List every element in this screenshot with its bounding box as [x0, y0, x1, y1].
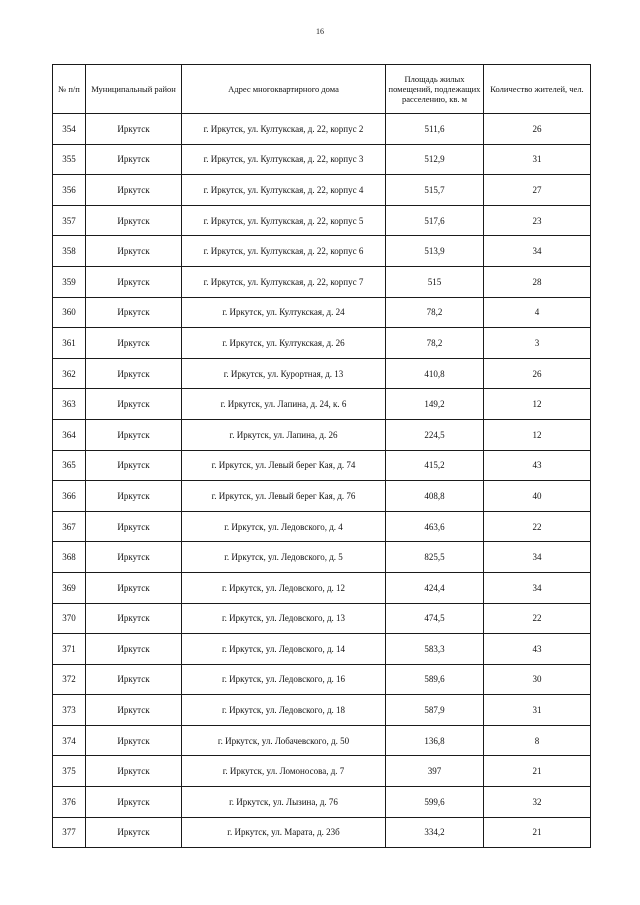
cell-residents: 32 [484, 787, 591, 818]
cell-address: г. Иркутск, ул. Ледовского, д. 13 [182, 603, 386, 634]
cell-num: 361 [53, 328, 86, 359]
cell-district: Иркутск [86, 297, 182, 328]
cell-district: Иркутск [86, 450, 182, 481]
cell-num: 360 [53, 297, 86, 328]
cell-residents: 43 [484, 450, 591, 481]
cell-residents: 34 [484, 542, 591, 573]
table-row [53, 328, 591, 359]
cell-district: Иркутск [86, 695, 182, 726]
cell-district: Иркутск [86, 603, 182, 634]
cell-area: 512,9 [386, 144, 484, 175]
cell-area: 424,4 [386, 572, 484, 603]
cell-area: 825,5 [386, 542, 484, 573]
cell-num: 358 [53, 236, 86, 267]
cell-num: 370 [53, 603, 86, 634]
cell-residents: 3 [484, 328, 591, 359]
cell-address: г. Иркутск, ул. Култукская, д. 22, корпус 5 [182, 205, 386, 236]
table-row [53, 725, 591, 756]
cell-district: Иркутск [86, 358, 182, 389]
cell-area: 517,6 [386, 205, 484, 236]
header-area: Площадь жилых помещений, подлежащих расселению, кв. м [386, 65, 484, 114]
table-row [53, 756, 591, 787]
cell-district: Иркутск [86, 419, 182, 450]
cell-district: Иркутск [86, 236, 182, 267]
cell-address: г. Иркутск, ул. Ледовского, д. 18 [182, 695, 386, 726]
cell-district: Иркутск [86, 542, 182, 573]
table-row [53, 481, 591, 512]
cell-address: г. Иркутск, ул. Левый берег Кая, д. 76 [182, 481, 386, 512]
cell-num: 366 [53, 481, 86, 512]
cell-residents: 31 [484, 695, 591, 726]
cell-area: 397 [386, 756, 484, 787]
cell-residents: 30 [484, 664, 591, 695]
cell-residents: 26 [484, 358, 591, 389]
cell-num: 364 [53, 419, 86, 450]
cell-area: 599,6 [386, 787, 484, 818]
table-header-row [53, 65, 591, 114]
cell-num: 359 [53, 266, 86, 297]
table-row [53, 175, 591, 206]
cell-residents: 27 [484, 175, 591, 206]
cell-address: г. Иркутск, ул. Марата, д. 23б [182, 817, 386, 848]
cell-district: Иркутск [86, 817, 182, 848]
cell-address: г. Иркутск, ул. Ледовского, д. 12 [182, 572, 386, 603]
cell-num: 354 [53, 114, 86, 145]
cell-area: 463,6 [386, 511, 484, 542]
table-row [53, 817, 591, 848]
table-row [53, 389, 591, 420]
cell-num: 367 [53, 511, 86, 542]
table-row [53, 144, 591, 175]
table-row [53, 572, 591, 603]
cell-residents: 23 [484, 205, 591, 236]
cell-address: г. Иркутск, ул. Левый берег Кая, д. 74 [182, 450, 386, 481]
cell-residents: 28 [484, 266, 591, 297]
header-address: Адрес многоквартирного дома [182, 65, 386, 114]
table-row [53, 358, 591, 389]
cell-area: 78,2 [386, 328, 484, 359]
table-row [53, 695, 591, 726]
cell-area: 224,5 [386, 419, 484, 450]
table-row [53, 542, 591, 573]
table-row [53, 419, 591, 450]
table-row [53, 511, 591, 542]
cell-residents: 21 [484, 817, 591, 848]
cell-residents: 8 [484, 725, 591, 756]
page-number: 16 [316, 27, 324, 36]
cell-residents: 12 [484, 389, 591, 420]
table-row [53, 634, 591, 665]
cell-area: 149,2 [386, 389, 484, 420]
cell-num: 374 [53, 725, 86, 756]
cell-residents: 4 [484, 297, 591, 328]
cell-num: 371 [53, 634, 86, 665]
table-row [53, 603, 591, 634]
table-row [53, 205, 591, 236]
cell-district: Иркутск [86, 114, 182, 145]
cell-num: 357 [53, 205, 86, 236]
cell-area: 589,6 [386, 664, 484, 695]
cell-area: 515 [386, 266, 484, 297]
header-num: № п/п [53, 65, 86, 114]
cell-address: г. Иркутск, ул. Култукская, д. 24 [182, 297, 386, 328]
cell-district: Иркутск [86, 205, 182, 236]
table-row [53, 114, 591, 145]
cell-address: г. Иркутск, ул. Култукская, д. 22, корпус 2 [182, 114, 386, 145]
cell-residents: 26 [484, 114, 591, 145]
table-row [53, 450, 591, 481]
cell-num: 369 [53, 572, 86, 603]
table-row [53, 787, 591, 818]
cell-district: Иркутск [86, 266, 182, 297]
cell-district: Иркутск [86, 572, 182, 603]
cell-area: 511,6 [386, 114, 484, 145]
cell-num: 375 [53, 756, 86, 787]
cell-district: Иркутск [86, 481, 182, 512]
cell-residents: 34 [484, 572, 591, 603]
table-row [53, 236, 591, 267]
cell-area: 583,3 [386, 634, 484, 665]
cell-address: г. Иркутск, ул. Култукская, д. 22, корпус 3 [182, 144, 386, 175]
header-residents: Количество жителей, чел. [484, 65, 591, 114]
cell-area: 334,2 [386, 817, 484, 848]
cell-area: 474,5 [386, 603, 484, 634]
cell-address: г. Иркутск, ул. Лобачевского, д. 50 [182, 725, 386, 756]
cell-area: 587,9 [386, 695, 484, 726]
cell-address: г. Иркутск, ул. Култукская, д. 26 [182, 328, 386, 359]
housing-registry-table [52, 64, 591, 848]
cell-district: Иркутск [86, 787, 182, 818]
cell-area: 415,2 [386, 450, 484, 481]
cell-district: Иркутск [86, 756, 182, 787]
cell-area: 136,8 [386, 725, 484, 756]
cell-num: 356 [53, 175, 86, 206]
cell-num: 372 [53, 664, 86, 695]
cell-num: 365 [53, 450, 86, 481]
cell-residents: 43 [484, 634, 591, 665]
cell-num: 363 [53, 389, 86, 420]
cell-address: г. Иркутск, ул. Култукская, д. 22, корпус 6 [182, 236, 386, 267]
header-district: Муниципальный район [86, 65, 182, 114]
cell-district: Иркутск [86, 389, 182, 420]
cell-address: г. Иркутск, ул. Лапина, д. 24, к. 6 [182, 389, 386, 420]
cell-district: Иркутск [86, 328, 182, 359]
cell-address: г. Иркутск, ул. Курортная, д. 13 [182, 358, 386, 389]
cell-num: 355 [53, 144, 86, 175]
cell-area: 513,9 [386, 236, 484, 267]
cell-residents: 40 [484, 481, 591, 512]
cell-district: Иркутск [86, 511, 182, 542]
cell-district: Иркутск [86, 634, 182, 665]
table-row [53, 266, 591, 297]
cell-num: 362 [53, 358, 86, 389]
cell-num: 368 [53, 542, 86, 573]
cell-residents: 22 [484, 511, 591, 542]
cell-num: 377 [53, 817, 86, 848]
cell-num: 376 [53, 787, 86, 818]
cell-district: Иркутск [86, 664, 182, 695]
cell-district: Иркутск [86, 175, 182, 206]
cell-residents: 22 [484, 603, 591, 634]
cell-residents: 21 [484, 756, 591, 787]
cell-address: г. Иркутск, ул. Ледовского, д. 4 [182, 511, 386, 542]
cell-area: 410,8 [386, 358, 484, 389]
cell-area: 515,7 [386, 175, 484, 206]
cell-residents: 31 [484, 144, 591, 175]
cell-address: г. Иркутск, ул. Лапина, д. 26 [182, 419, 386, 450]
cell-address: г. Иркутск, ул. Ледовского, д. 14 [182, 634, 386, 665]
cell-num: 373 [53, 695, 86, 726]
cell-district: Иркутск [86, 725, 182, 756]
cell-area: 408,8 [386, 481, 484, 512]
cell-address: г. Иркутск, ул. Ледовского, д. 5 [182, 542, 386, 573]
cell-district: Иркутск [86, 144, 182, 175]
cell-residents: 12 [484, 419, 591, 450]
cell-residents: 34 [484, 236, 591, 267]
cell-address: г. Иркутск, ул. Лызина, д. 76 [182, 787, 386, 818]
table-row [53, 664, 591, 695]
table-row [53, 297, 591, 328]
cell-address: г. Иркутск, ул. Ледовского, д. 16 [182, 664, 386, 695]
cell-address: г. Иркутск, ул. Ломоносова, д. 7 [182, 756, 386, 787]
cell-address: г. Иркутск, ул. Култукская, д. 22, корпус 7 [182, 266, 386, 297]
cell-address: г. Иркутск, ул. Култукская, д. 22, корпус 4 [182, 175, 386, 206]
cell-area: 78,2 [386, 297, 484, 328]
